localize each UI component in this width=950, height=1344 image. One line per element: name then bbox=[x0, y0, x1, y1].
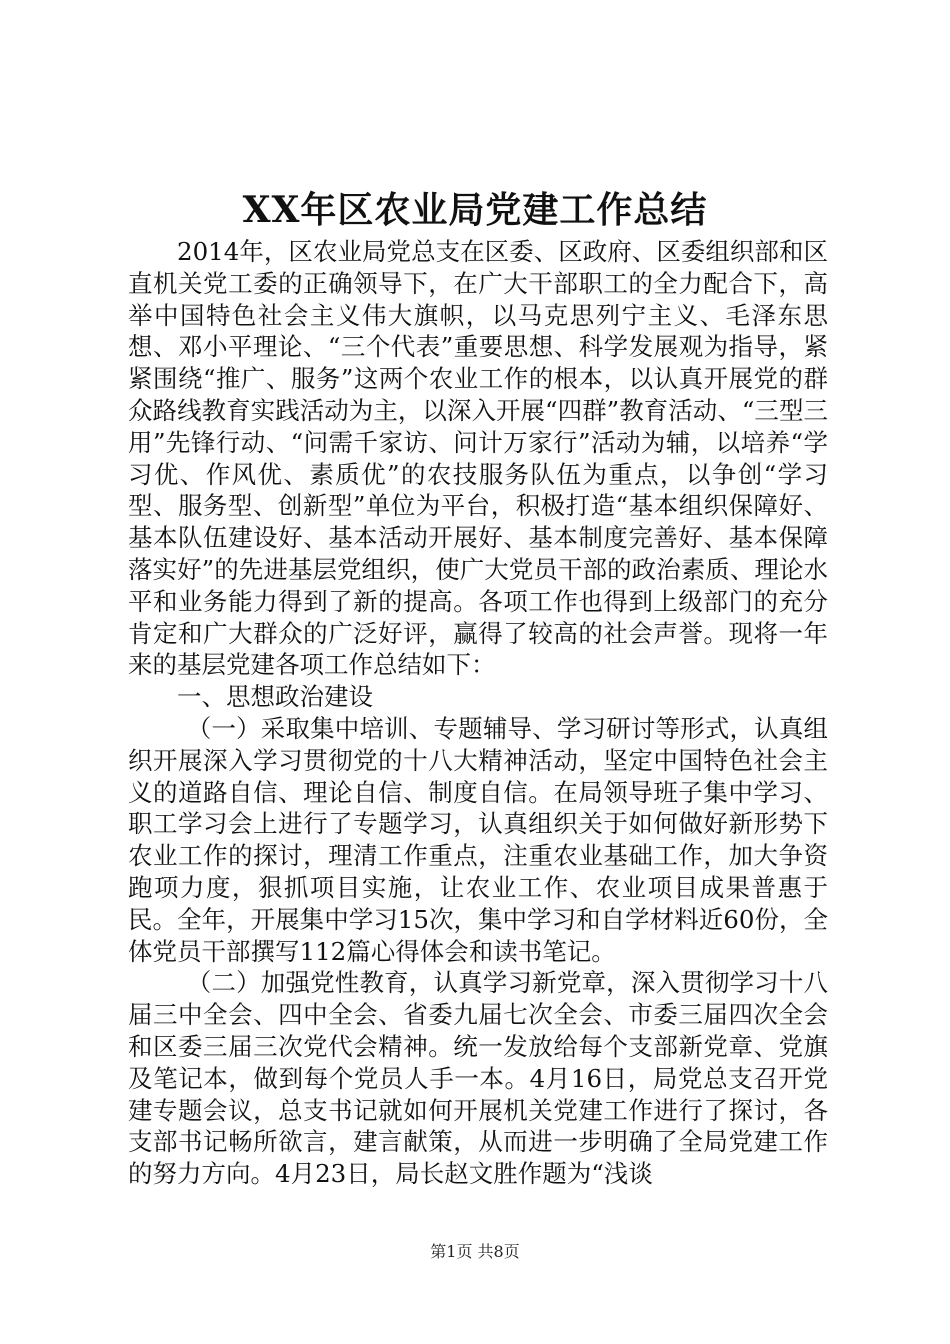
paragraph-item-2: （二）加强党性教育，认真学习新党章，深入贯彻学习十八届三中全会、四中全会、省委九届七次全会、市委三届四次全会和区委三届三次党代会精神。统一发放给每个支部新党章、党旗及笔记本，做到每个党员人手一本。4月16日，局党总支召开党建专题会议，总支书记就如何开展机关党建工作进行了探讨，各支部书记畅所欲言，建言献策，从而进一步明确了全局党建工作的努力方向。4月23日，局长赵文胜作题为“浅谈 bbox=[128, 968, 828, 1189]
document-body bbox=[128, 236, 828, 1190]
section-heading: 一、思想政治建设 bbox=[177, 682, 373, 712]
paragraph-item-1: （一）采取集中培训、专题辅导、学习研讨等形式，认真组织开展深入学习贯彻党的十八大精神活动，坚定中国特色社会主义的道路自信、理论自信、制度自信。在局领导班子集中学习、职工学习会上进行了专题学习，认真组织关于如何做好新形势下农业工作的探讨，理清工作重点，注重农业基础工作，加大争资跑项力度，狠抓项目实施，让农业工作、农业项目成果普惠于民。全年，开展集中学习15次，集中学习和自学材料近60份，全体党员干部撰写112篇心得体会和读书笔记。 bbox=[128, 713, 828, 966]
page-footer: 第1页 共8页 bbox=[430, 1242, 520, 1261]
document-title: XX年区农业局党建工作总结 bbox=[242, 189, 708, 231]
paragraph-intro: 2014年，区农业局党总支在区委、区政府、区委组织部和区直机关党工委的正确领导下，在广大干部职工的全力配合下，高举中国特色社会主义伟大旗帜，以马克思列宁主义、毛泽东思想、邓小平理论、“三个代表”重要思想、科学发展观为指导，紧紧围绕“推广、服务”这两个农业工作的根本，以认真开展党的群众路线教育实践活动为主，以深入开展“四群”教育活动、“三型三用”先锋行动、“问需千家访、问计万家行”活动为辅，以培养“学习优、作风优、素质优”的农技服务队伍为重点，以争创“学习型、服务型、创新型”单位为平台，积极打造“基本组织保障好、基本队伍建设好、基本活动开展好、基本制度完善好、基本保障落实好”的先进基层党组织，使广大党员干部的政治素质、理论水平和业务能力得到了新的提高。各项工作也得到上级部门的充分肯定和广大群众的广泛好评，赢得了较高的社会声誉。现将一年来的基层党建各项工作总结如下： bbox=[128, 237, 828, 680]
